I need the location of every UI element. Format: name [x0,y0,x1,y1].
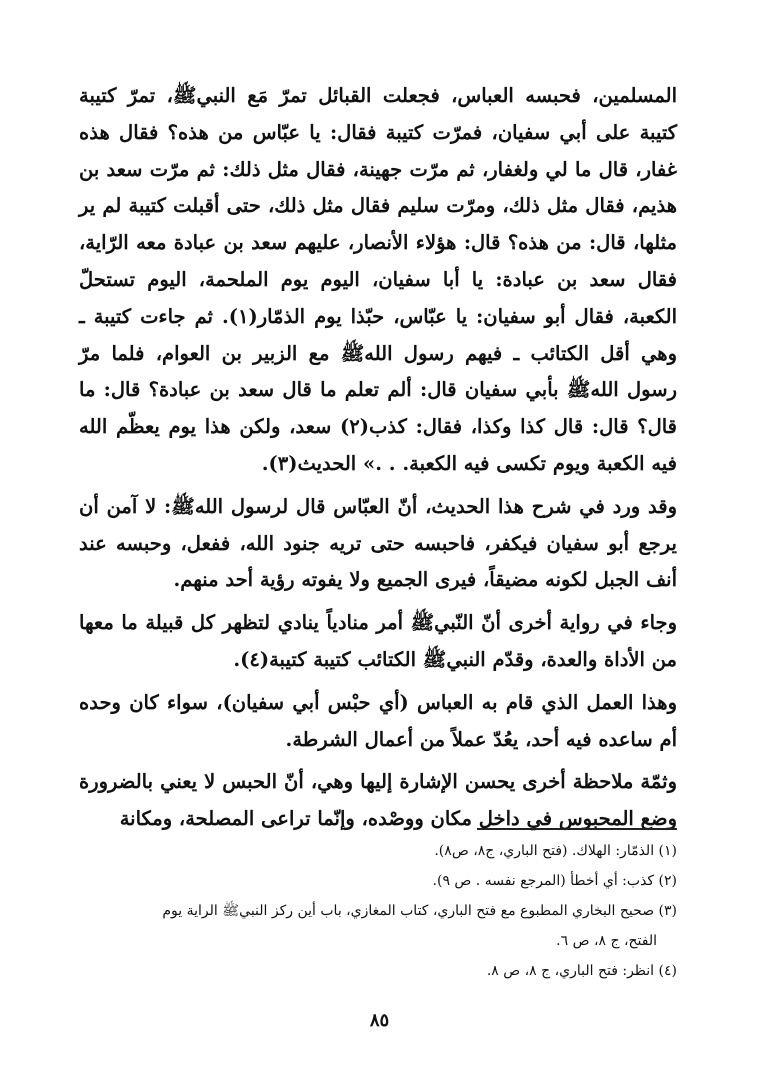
main-text [79,78,677,844]
page-number: ٨٥ [369,1010,390,1031]
footnotes [79,836,677,986]
paragraph-1: المسلمين، فحبسه العباس، فجعلت القبائل تمرّ مَع النبيﷺ، تمرّ كتيبة كتيبة على أبي سفيان، فمرّت كتيبة فقال: يا عبّاس من هذه؟ فقال هذه غفار، قال ما لي ولغفار، ثم مرّت جهينة، فقال مثل ذلك: ثم مرّت سعد بن هذيم، فقال مثل ذلك، ومرّت سليم فقال مثل ذلك، حتى أقبلت كتيبة لم ير مثلها، قال: من هذه؟ قال: هؤلاء الأنصار، عليهم سعد بن عبادة معه الرّاية، فقال سعد بن عبادة: يا أبا سفيان، اليوم يوم الملحمة، اليوم تستحلّ الكعبة، فقال أبو سفيان: يا عبّاس، حبّذا يوم الذمّار(١). ثم جاءت كتيبة ـ وهي أقل الكتائب ـ فيهم رسول اللهﷺ مع الزبير بن العوام، فلما مرّ رسول اللهﷺ بأبي سفيان قال: ألم تعلم ما قال سعد بن عبادة؟ قال: ما قال؟ قال: قال كذا وكذا، فقال: كذب(٢) سعد، ولكن هذا يوم يعظّم الله فيه الكعبة ويوم تكسى فيه الكعبة. . .» الحديث(٣). [79,84,677,475]
footnote-2: (٢) كذب: أي أخطأ (المرجع نفسه . ص ٩). [432,873,677,889]
footnote-4: (٤) انظر: فتح الباري، ج ٨، ص ٨. [486,963,677,979]
paragraph-3: وجاء في رواية أخرى أنّ النّبيﷺ أمر منادياً ينادي لتظهر كل قبيلة ما معها من الأداة والعدة، وقدّم النبيﷺ الكتائب كتيبة كتيبة(٤). [79,611,677,671]
paragraph-5: وثمّة ملاحظة أخرى يحسن الإشارة إليها وهي، أنّ الحبس لا يعني بالضرورة وضع المحبوس في داخل مكان ووصْده، وإنّما تراعى المصلحة، ومكانة [79,770,677,831]
paragraph-4: وهذا العمل الذي قام به العباس (أي حبْس أبي سفيان)، سواء كان وحده أم ساعده فيه أحد، يعُدّ عملاً من أعمال الشرطة. [79,690,677,751]
paragraph-2: وقد ورد في شرح هذا الحديث، أنّ العبّاس قال لرسول اللهﷺ: لا آمن أن يرجع أبو سفيان فيكفر، فاحبسه حتى تريه جنود الله، ففعل، وحبسه عند أنف الجبل لكونه مضيقاً، فيرى الجميع ولا يفوته رؤية أحد منهم. [79,494,677,592]
footnote-divider [477,828,677,830]
footnote-3: (٣) صحيح البخاري المطبوع مع فتح الباري، كتاب المغازي، باب أين ركز النبيﷺ الراية يوم [162,903,677,919]
footnote-3-continued: الفتح، ج ٨، ص ٦. [556,933,657,949]
footnote-1: (١) الذمّار: الهلاك. (فتح الباري، ج٨، ص٨). [434,843,677,859]
